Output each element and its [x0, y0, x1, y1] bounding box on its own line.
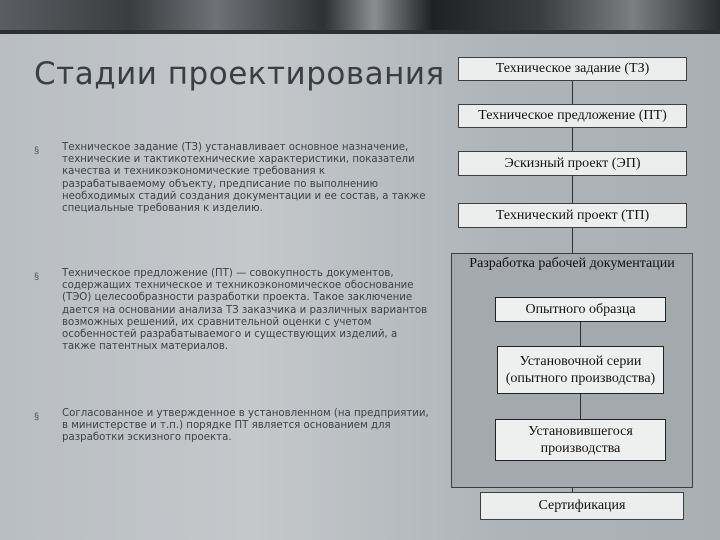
connector-line: [580, 322, 581, 346]
paragraph-pt: Техническое предложение (ПТ) — совокупность документов, содержащих техническое и техникоэкономическое обоснование (ТЭО) целесообразности разработки проекта. Такое заключение дается на основании анализа ТЗ заказчика и различных вариантов возможных решений, их сравнительной оценки с учетом особенностей разрабатываемого и существующих изделий, а также патентных материалов.: [62, 268, 428, 353]
stage-box-pt: Техническое предложение (ПТ): [458, 104, 687, 128]
stage-box-tp: Технический проект (ТП): [458, 203, 687, 228]
bullet-marker: §: [34, 411, 40, 421]
working-documentation-header: Разработка рабочей документации: [469, 256, 675, 271]
paragraph-tz: Техническое задание (ТЗ) устанавливает основное назначение, технические и тактикотехнические характеристики, показатели качества и техникоэкономические требования к разрабатываемому объекту, предписание по выполнению необходимых стадий создания документации и ее состав, а также специальные требования к изделию.: [62, 142, 426, 215]
paragraph-approval: Согласованное и утвержденное в установленном (на предприятии, в министерстве и т.п.) порядке ПТ является основанием для разработки эскизного проекта.: [62, 408, 429, 444]
stage-box-ep: Эскизный проект (ЭП): [458, 151, 687, 176]
connector-line: [572, 228, 573, 253]
doc-item-pilot-series: Установочной серии (опытного производства): [497, 346, 664, 394]
doc-item-prototype: Опытного образца: [495, 297, 666, 322]
connector-line: [572, 176, 573, 203]
slide-title: Стадии проектирования: [34, 56, 445, 92]
decorative-header-strip: [0, 0, 720, 34]
bullet-marker: §: [34, 271, 40, 281]
stage-box-tz: Техническое задание (ТЗ): [458, 57, 687, 81]
connector-line: [580, 394, 581, 419]
bullet-marker: §: [34, 145, 40, 155]
connector-line: [572, 81, 573, 104]
connector-line: [572, 128, 573, 151]
stage-box-certification: Сертификация: [480, 492, 684, 520]
doc-item-established-production: Установившегося производства: [495, 419, 666, 461]
